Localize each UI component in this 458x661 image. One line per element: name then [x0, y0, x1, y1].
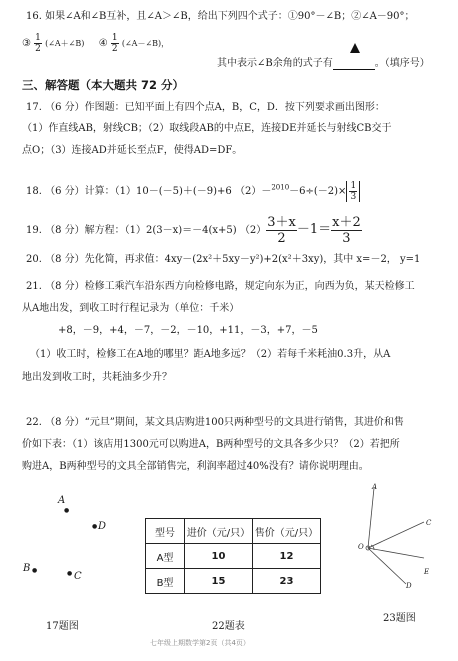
q22-line2: 价如下表：（1）该店用1300元可以购进A，B两种型号的文具各多少只？（2）若把所 — [22, 439, 400, 450]
q21-line1: 21. （8 分）检修工乘汽车沿东西方向检修电路，规定向东为正，向西为负，某天检修工 — [26, 281, 415, 292]
table-header-row — [146, 519, 321, 544]
table-header: 售价（元/只） — [253, 519, 321, 544]
table-cell: A型 — [146, 544, 185, 569]
q21-line4: （1）收工时，检修工在A地的哪里？距A地多远？（2）若每千米耗油0.3升，从A — [30, 349, 391, 360]
point-label-d: D — [98, 521, 107, 532]
q21-line3: +8，－9，+4，－7，－2，－10，+11，－3，+7，－5 — [58, 325, 318, 336]
table-cell: 10 — [185, 544, 253, 569]
point-label-b: B — [23, 563, 31, 574]
point-d-dot: ● — [92, 523, 98, 530]
table-cell: 12 — [253, 544, 321, 569]
table-header: 型号 — [146, 519, 185, 544]
q16-item4-label: ④ — [98, 38, 108, 49]
q22-line1: 22. （8 分）“元旦”期间，某文具店购进100只两种型号的文具进行销售，其进价和售 — [26, 417, 404, 428]
q19: 19. （8 分）解方程：（1）2(3－x)＝－4(x+5) （2） $\frac{3+x}{2}$ －1＝ $\frac{x+2}{3}$ — [26, 215, 361, 246]
q18-exponent: 2010 — [271, 183, 290, 192]
fig23-label-c: C — [426, 519, 432, 527]
q16-item3-label: ③ — [22, 38, 31, 49]
fig23-label-d: D — [406, 582, 412, 590]
table-header: 进价（元/只） — [185, 519, 253, 544]
q21-line2: 从A地出发，到收工时行程记录为（单位：千米） — [22, 303, 240, 314]
point-c-dot: ● — [67, 570, 73, 577]
table-cell: 23 — [253, 569, 321, 594]
fig23-label-a: A — [372, 483, 378, 491]
table-row — [146, 544, 321, 569]
q21-line5: 地出发到收工时，共耗油多少升？ — [22, 372, 172, 383]
point-a-dot: ● — [64, 507, 70, 514]
q18-absolute: $\frac{1}{3}$ — [346, 181, 360, 202]
q16-item4-expr: (∠A－∠B)， — [121, 39, 170, 48]
caption-table22: 22题表 — [212, 621, 245, 632]
q16-line1: 16. 如果∠A和∠B互补，且∠A＞∠B，给出下列四个式子：①90°－∠B；②∠A－90°； — [26, 11, 415, 22]
q17-line2: （1）作直线AB，射线CB；（2）取线段AB的中点E，连接DE并延长与射线CB交于 — [22, 123, 392, 134]
caption-fig17: 17题图 — [46, 621, 79, 632]
table-row — [146, 569, 321, 594]
q20: 20. （8 分）先化简，再求值：4xy－(2x²＋5xy－y²)+2(x²＋3xy)，其中 x=－2， y=1 — [26, 254, 421, 265]
q16-tail: 其中表示∠B余角的式子有 。（填序号） — [217, 58, 430, 69]
fig23-label-e: E — [424, 568, 430, 576]
caption-fig23: 23题图 — [383, 613, 416, 624]
q16-item4-fraction: $\frac{1}{2}$ — [111, 33, 118, 54]
q16-item3-fraction: $\frac{1}{2}$ — [35, 33, 41, 54]
q17-line1: 17. （6 分）作图题：已知平面上有四个点A，B，C，D．按下列要求画出图形： — [26, 102, 385, 113]
point-b-dot: ● — [32, 567, 38, 574]
figure17 — [20, 495, 120, 595]
page-footer: 七年级上期数学第2页（共4页） — [150, 639, 250, 647]
q19-fraction-left: $\frac{3+x}{2}$ — [267, 215, 296, 246]
q18: 18. （6 分）计算：（1）10－(－5)＋(－9)+6 （2）－$^{2010}$－6÷(－2)× $\frac{1}{3}$ — [26, 181, 360, 202]
point-label-c: C — [74, 571, 82, 582]
price-table — [145, 518, 321, 594]
q22-line3: 购进A，B两种型号的文具全部销售完，利润率超过40%没有？请你说明理由。 — [22, 461, 369, 472]
q17-line3: 点O；（3）连接AD并延长至点F，使得AD=DF。 — [22, 145, 243, 156]
fig23-label-o: O — [358, 543, 364, 551]
q16-item3-expr: (∠A＋∠B) — [45, 39, 85, 48]
q16-line2 — [22, 33, 169, 54]
table-cell: B型 — [146, 569, 185, 594]
q19-fraction-right: $\frac{x+2}{3}$ — [332, 215, 361, 246]
table-cell: 15 — [185, 569, 253, 594]
q16-answer-blank[interactable] — [333, 59, 375, 70]
point-label-a: A — [58, 495, 66, 506]
triangle-mark-icon — [350, 43, 360, 53]
section-title: 三、解答题（本大题共 72 分） — [22, 78, 185, 92]
